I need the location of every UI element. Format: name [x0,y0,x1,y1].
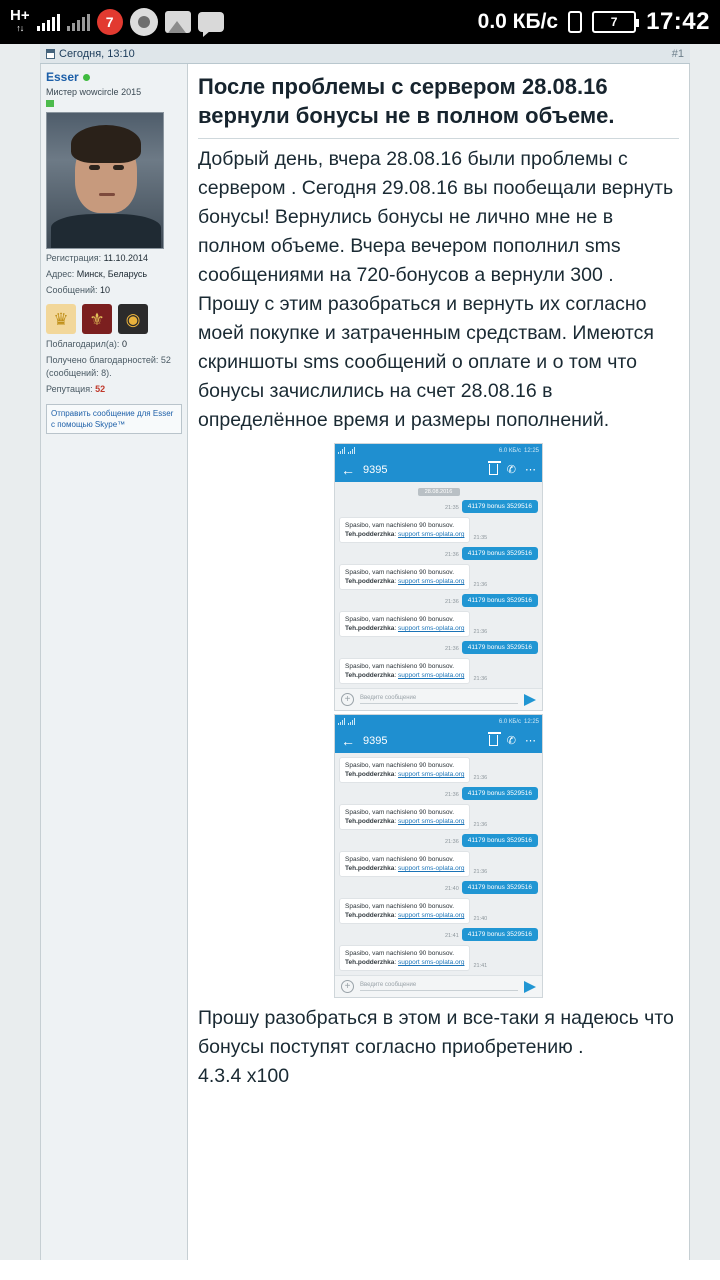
send-icon[interactable] [524,981,536,993]
user-reputation-value: 52 [95,384,106,394]
user-field-registration-label: Регистрация: [46,253,102,263]
sms-bubble-in: Spasibo, vam nachisleno 90 bonusov. Teh.podderzhka: support sms-oplata.org [339,658,470,684]
horde-emblem-icon: ⚜ [82,304,112,334]
sms-bubble-out: 41179 bonus 3529516 [462,547,538,560]
sms-row-out [339,547,538,560]
sms-time: 21:36 [445,839,459,845]
sms-text-line1: Spasibo, vam nachisleno 90 bonusov. [345,856,455,863]
mini-signal-icon-2 [348,447,355,454]
sms-sender: Teh.podderzhka [345,959,395,966]
user-rank-bar [46,100,54,107]
screenshot-2-status-bar [335,715,542,728]
attach-plus-icon[interactable]: + [341,693,354,706]
attached-screenshot-2[interactable] [334,714,543,998]
sms-row-in [339,517,538,543]
post-body-text: Добрый день, вчера 28.08.16 были проблемы с сервером . Сегодня 29.08.16 вы пообещали вернуть бонусы! Вернулись бонусы не лично мне не в полном объеме. Вчера вечером пополнил sms сообщениями на 720-бонусов а вернули 300 . Прошу с этим разобраться и вернуть их согласно моей покупке и затраченным средствам. Имеются скриншоты sms сообщений о оплате и о том что бонусы зачислились на счет 28.08.16 в определённое время и размеры пополнений. [198,148,674,431]
chrome-icon [130,8,158,36]
post-message-panel [188,64,689,1260]
call-icon[interactable]: ✆ [506,464,516,476]
overflow-menu-icon[interactable]: ⋯ [525,735,536,747]
screenshot-1-status-right [499,448,539,454]
sms-sender: Teh.podderzhka [345,672,395,679]
sms-bubble-in: Spasibo, vam nachisleno 90 bonusov. Teh.podderzhka: support sms-oplata.org [339,945,470,971]
online-status-icon [83,74,90,81]
signal-bars-icon [37,13,60,31]
battery-level-label: 7 [610,15,618,29]
network-type-icon [10,9,30,35]
sms-time: 21:35 [445,505,459,511]
post-header-bar [40,44,690,64]
avatar-mouth [99,193,115,196]
sms-row-out [339,500,538,513]
sms-time: 21:36 [445,646,459,652]
page-right-margin [690,44,720,1260]
user-thanks-given-label: Поблагодарил(а): [46,339,120,349]
sms-time: 21:36 [473,629,488,635]
user-thanks-given-value: 0 [121,339,127,349]
sms-bubble-in: Spasibo, vam nachisleno 90 bonusov. Teh.podderzhka: support sms-oplata.org [339,757,470,783]
sms-row-in [339,898,538,924]
sms-time: 21:36 [473,582,488,588]
sms-sender: Teh.podderzhka [345,531,395,538]
sms-row-in [339,658,538,684]
sms-row-out [339,881,538,894]
sms-row-in [339,945,538,971]
signal-bars-dim-icon [67,13,90,31]
sms-sender: Teh.podderzhka [345,771,395,778]
sms-row-in [339,851,538,877]
user-field-address-label: Адрес: [46,269,75,279]
sms-link: support sms-oplata.org [397,959,465,966]
sms-text-line1: Spasibo, vam nachisleno 90 bonusov. [345,616,455,623]
sms-bubble-out: 41179 bonus 3529516 [462,881,538,894]
post-user-panel [41,64,188,1260]
sms-time: 21:36 [445,599,459,605]
status-bar [0,0,720,44]
sms-link: support sms-oplata.org [397,531,465,538]
screenshot-1-day-chip: 28.08.2016 [418,488,460,496]
sms-link: support sms-oplata.org [397,578,465,585]
sms-row-in [339,611,538,637]
avatar-body [51,214,161,248]
sms-row-out [339,834,538,847]
avatar-eye-left [89,165,100,170]
sms-sender: Teh.podderzhka [345,865,395,872]
user-field-address [46,268,182,281]
user-field-posts-value: 10 [100,285,111,295]
sms-time: 21:36 [473,822,488,828]
crown-icon: ♛ [46,304,76,334]
screenshot-1-speed-label: 6.0 КБ/с [498,447,521,454]
sms-bubble-in: Spasibo, vam nachisleno 90 bonusov. Teh.podderzhka: support sms-oplata.org [339,564,470,590]
sms-text-line1: Spasibo, vam nachisleno 90 bonusov. [345,903,455,910]
screenshot-2-speed-label: 6.0 КБ/с [498,718,521,725]
send-icon[interactable] [524,694,536,706]
post-signature-version: 4.3.4 x100 [198,1065,290,1087]
sms-link: support sms-oplata.org [397,865,465,872]
screenshot-1-actions [489,463,536,476]
sms-link: support sms-oplata.org [397,625,465,632]
sms-sender: Teh.podderzhka [345,912,395,919]
user-thanks-received-label: Получено благодарностей: 52 (сообщений: 8). [46,355,171,378]
sms-sender: Teh.podderzhka [345,818,395,825]
user-name[interactable] [46,70,182,84]
sms-sender: Teh.podderzhka [345,625,395,632]
sms-bubble-in: Spasibo, vam nachisleno 90 bonusov. Teh.podderzhka: support sms-oplata.org [339,804,470,830]
user-badges [46,304,182,334]
post-closing-text: Прошу разобраться в этом и все-таки я надеюсь что бонусы поступят согласно приобретению . [198,1007,674,1058]
sms-time: 21:41 [473,963,488,969]
sms-bubble-out: 41179 bonus 3529516 [462,928,538,941]
overflow-menu-icon[interactable]: ⋯ [525,464,536,476]
sms-bubble-out: 41179 bonus 3529516 [462,594,538,607]
screenshot-2-status-right [499,719,539,725]
sms-bubble-in: Spasibo, vam nachisleno 90 bonusov. Teh.podderzhka: support sms-oplata.org [339,898,470,924]
sms-time: 21:36 [473,869,488,875]
post-date-label: Сегодня, 13:10 [59,47,135,60]
user-field-posts [46,284,182,297]
sms-row-in [339,564,538,590]
trash-icon[interactable] [489,464,498,475]
messages-icon [198,12,224,32]
avatar[interactable] [46,112,164,249]
back-arrow-icon[interactable]: ← [341,732,355,749]
user-reputation-label: Репутация: [46,384,93,394]
sms-text-line1: Spasibo, vam nachisleno 90 bonusov. [345,950,455,957]
user-field-registration-value: 11.10.2014 [103,253,149,263]
sms-text-line1: Spasibo, vam nachisleno 90 bonusov. [345,809,455,816]
page-left-margin [0,44,40,1260]
sim-icon [568,11,582,33]
sms-row-out [339,641,538,654]
coin-icon: ◉ [118,304,148,334]
attached-screenshot-1[interactable] [334,443,543,711]
avatar-eye-right [113,165,124,170]
screenshot-1-compose-placeholder[interactable]: Введите сообщение [360,695,518,704]
notification-badge [97,9,123,35]
sms-text-line1: Spasibo, vam nachisleno 90 bonusov. [345,762,455,769]
user-reputation [46,383,182,396]
screenshot-1-app-bar [335,457,542,482]
sms-time: 21:36 [473,676,488,682]
forum-page [0,44,720,1260]
sms-sender: Teh.podderzhka [345,578,395,585]
sms-time: 21:36 [445,792,459,798]
screenshot-1-time-label: 12:25 [523,447,539,454]
screenshot-1-compose-bar [335,688,542,710]
sms-bubble-out: 41179 bonus 3529516 [462,500,538,513]
sms-bubble-in: Spasibo, vam nachisleno 90 bonusov. Teh.podderzhka: support sms-oplata.org [339,851,470,877]
user-thanks-received [46,354,182,380]
status-bar-right [478,8,710,36]
screenshot-2-compose-placeholder[interactable]: Введите сообщение [360,982,518,991]
status-bar-left [10,8,224,36]
screenshot-2-time-label: 12:25 [523,718,539,725]
avatar-hair [71,125,141,163]
screenshot-2-actions [489,734,536,747]
sms-row-out [339,787,538,800]
mini-signal-icon [338,447,345,454]
user-thanks-given [46,338,182,351]
back-arrow-icon[interactable]: ← [341,461,355,478]
post-container [40,64,690,1260]
screenshot-1-status-bar [335,444,542,457]
sms-row-in [339,757,538,783]
sms-text-line1: Spasibo, vam nachisleno 90 bonusov. [345,569,455,576]
sms-time: 21:40 [445,886,459,892]
sms-text-line1: Spasibo, vam nachisleno 90 bonusov. [345,663,455,670]
screenshot-2-app-bar [335,728,542,753]
sms-time: 21:36 [473,775,488,781]
sms-row-out [339,594,538,607]
user-field-address-value: Минск, Беларусь [76,269,148,279]
sms-link: support sms-oplata.org [397,771,465,778]
sms-bubble-out: 41179 bonus 3529516 [462,834,538,847]
user-name-label: Esser [46,70,79,84]
attach-plus-icon[interactable]: + [341,980,354,993]
sms-time: 21:40 [473,916,488,922]
sms-row-out [339,928,538,941]
network-arrows-label: ↑↓ [16,23,24,33]
sms-text-line1: Spasibo, vam nachisleno 90 bonusov. [345,522,455,529]
screenshot-1-thread [335,482,542,684]
trash-icon[interactable] [489,735,498,746]
battery-icon [592,11,636,33]
user-title-label: Мистер wowcircle 2015 [46,87,142,97]
sms-time: 21:41 [445,933,459,939]
mini-signal-icon [338,718,345,725]
mini-signal-icon-2 [348,718,355,725]
screenshot-2-compose-bar [335,975,542,997]
user-field-posts-label: Сообщений: [46,285,98,295]
post-title: После проблемы с сервером 28.08.16 вернули бонусы не в полном объеме. [198,72,679,139]
notification-count: 7 [105,14,114,30]
sms-bubble-in: Spasibo, vam nachisleno 90 bonusov. Teh.podderzhka: support sms-oplata.org [339,517,470,543]
calendar-icon [46,49,55,59]
sms-time: 21:36 [445,552,459,558]
sms-row-in [339,804,538,830]
sms-bubble-out: 41179 bonus 3529516 [462,641,538,654]
data-speed-label: 0.0 КБ/с [477,10,559,33]
network-type-label: H+ [10,7,30,24]
skype-message-button[interactable]: Отправить сообщение для Esser с помощью Skype™ [46,404,182,434]
screenshot-1-thread-number: 9395 [363,463,388,476]
user-field-registration [46,252,182,265]
gallery-icon [165,11,191,33]
sms-time: 21:35 [473,535,488,541]
sms-link: support sms-oplata.org [397,912,465,919]
sms-link: support sms-oplata.org [397,672,465,679]
clock-label: 17:42 [646,8,710,35]
post-number-label[interactable]: #1 [671,47,684,60]
screenshot-2-thread-number: 9395 [363,734,388,747]
sms-bubble-out: 41179 bonus 3529516 [462,787,538,800]
call-icon[interactable]: ✆ [506,735,516,747]
screenshot-2-thread [335,753,542,971]
sms-link: support sms-oplata.org [397,818,465,825]
sms-bubble-in: Spasibo, vam nachisleno 90 bonusov. Teh.podderzhka: support sms-oplata.org [339,611,470,637]
